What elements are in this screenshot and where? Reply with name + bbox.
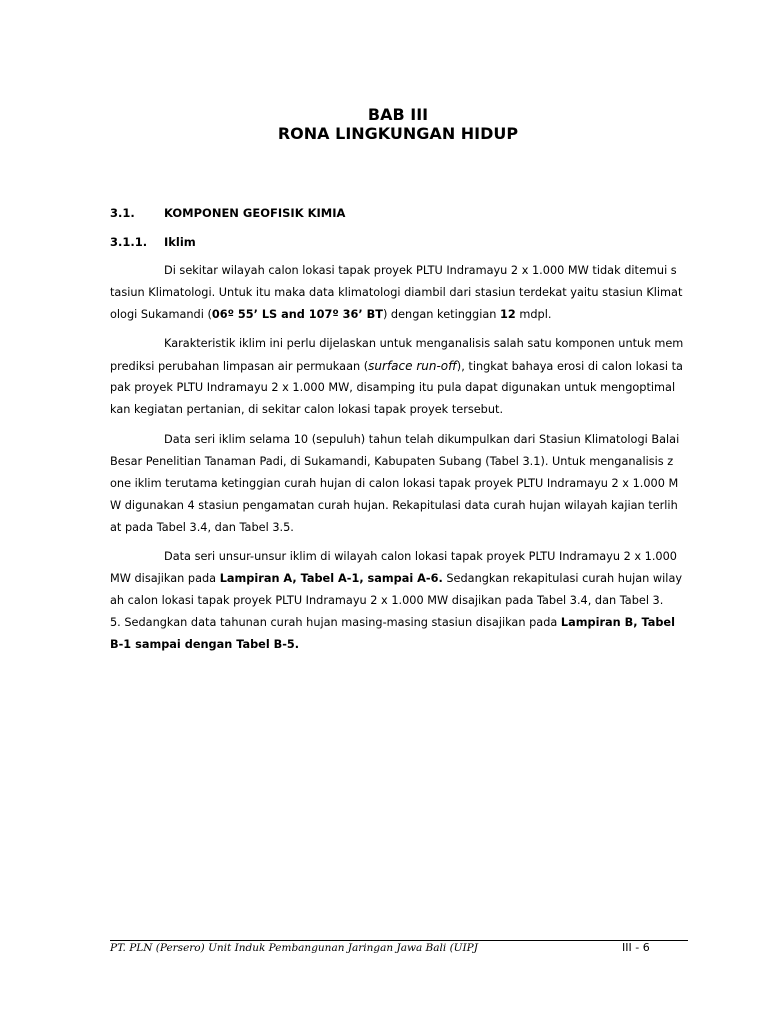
chapter-number: BAB III — [367, 105, 429, 124]
section-label: KOMPONEN GEOFISIK KIMIA — [164, 206, 346, 220]
paragraph-line: Di sekitar wilayah calon lokasi tapak proyek PLTU Indramayu 2 x 1.000 MW tidak ditemui s — [164, 264, 677, 277]
page-number: III - 6 — [622, 941, 650, 954]
paragraph-2 — [110, 333, 686, 421]
paragraph-line: one iklim terutama ketinggian curah hujan di calon lokasi tapak proyek PLTU Indramayu 2 x 1.000 M — [110, 477, 679, 490]
paragraph-line: Data seri iklim selama 10 (sepuluh) tahun telah dikumpulkan dari Stasiun Klimatologi Balai — [164, 433, 680, 446]
paragraph-line: Karakteristik iklim ini perlu dijelaskan untuk menganalisis salah satu komponen untuk mem — [164, 337, 684, 350]
appendix-reference: Lampiran A, Tabel A-1, sampai A-6. — [219, 572, 443, 585]
paragraph-line: B-1 sampai dengan Tabel B-5. — [110, 638, 300, 651]
paragraph-line — [110, 612, 686, 634]
appendix-reference: Lampiran B, Tabel — [560, 616, 675, 629]
section-number: 3.1. — [110, 206, 135, 220]
elevation-value: 12 — [500, 308, 516, 321]
text-run: 5. Sedangkan data tahunan curah hujan masing-masing stasiun disajikan pada — [110, 616, 561, 629]
paragraph-line: kan kegiatan pertanian, di sekitar calon lokasi tapak proyek tersebut. — [110, 403, 504, 416]
paragraph-line — [110, 304, 686, 326]
section-number: 3.1.1. — [110, 235, 148, 249]
section-label: Iklim — [164, 235, 196, 249]
footer-organization: PT. PLN (Persero) Unit Induk Pembangunan Jaringan Jawa Bali (UIPJ — [110, 942, 478, 954]
italic-term: surface run-off — [368, 359, 457, 373]
text-run: prediksi perubahan limpasan air permukaan ( — [110, 360, 369, 373]
paragraph-line: W digunakan 4 stasiun pengamatan curah hujan. Rekapitulasi data curah hujan wilayah kajian terlih — [110, 499, 678, 512]
coordinates-text: 06º 55’ LS and 107º 36’ BT — [211, 308, 383, 321]
section-heading-3-1-1 — [110, 234, 196, 250]
paragraph-line: tasiun Klimatologi. Untuk itu maka data klimatologi diambil dari stasiun terdekat yaitu stasiun Klimat — [110, 286, 683, 299]
paragraph-line: pak proyek PLTU Indramayu 2 x 1.000 MW, disamping itu pula dapat digunakan untuk mengoptimal — [110, 381, 676, 394]
text-run: ) dengan ketinggian — [382, 308, 501, 321]
text-run: MW disajikan pada — [110, 572, 220, 585]
paragraph-line — [110, 568, 686, 590]
paragraph-line: Data seri unsur-unsur iklim di wilayah calon lokasi tapak proyek PLTU Indramayu 2 x 1.000 — [164, 550, 677, 563]
paragraph-line — [110, 355, 686, 377]
paragraph-4 — [110, 546, 686, 656]
text-run: ), tingkat bahaya erosi di calon lokasi ta — [456, 360, 683, 373]
text-run: ologi Sukamandi ( — [110, 308, 212, 321]
paragraph-3 — [110, 429, 686, 539]
paragraph-line: at pada Tabel 3.4, dan Tabel 3.5. — [110, 521, 294, 534]
paragraph-line: Besar Penelitian Tanaman Padi, di Sukamandi, Kabupaten Subang (Tabel 3.1). Untuk menganalisis z — [110, 455, 674, 468]
text-run: Sedangkan rekapitulasi curah hujan wilay — [442, 572, 683, 585]
section-heading-3-1 — [110, 205, 345, 221]
paragraph-line: ah calon lokasi tapak proyek PLTU Indramayu 2 x 1.000 MW disajikan pada Tabel 3.4, dan Tabel 3. — [110, 594, 664, 607]
text-run: mdpl. — [515, 308, 552, 321]
chapter-title: RONA LINGKUNGAN HIDUP — [277, 124, 519, 143]
paragraph-1 — [110, 260, 686, 326]
